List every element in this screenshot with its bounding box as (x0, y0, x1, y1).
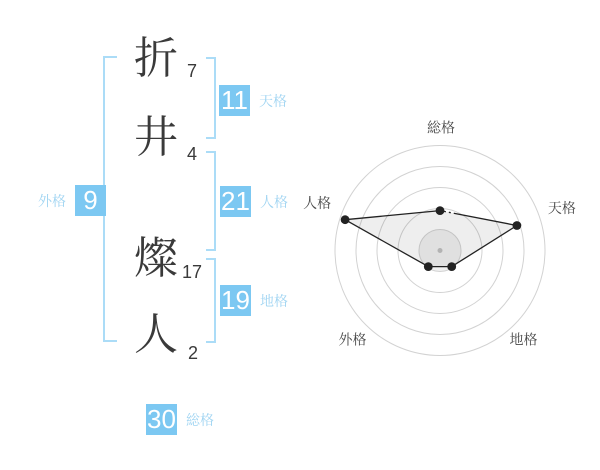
kanji-char-4: 人 (134, 310, 178, 359)
soukaku-badge-label: 総格 (186, 411, 214, 428)
tenkaku-badge (219, 85, 287, 116)
tenkaku-bracket (206, 57, 216, 139)
jinkaku-badge (220, 186, 288, 217)
kanji-char-1: 折 (134, 34, 178, 83)
data-point-0 (436, 206, 445, 215)
kanji-char-2: 井 (134, 113, 178, 162)
chikaku-bracket (206, 258, 216, 343)
soukaku-badge (146, 404, 214, 435)
gaikaku-badge (38, 185, 106, 216)
stroke-count-3: 17 (182, 262, 203, 282)
stroke-count-1: 7 (187, 61, 198, 81)
data-point-4 (341, 215, 350, 224)
gaikaku-badge-label: 外格 (38, 192, 66, 209)
axis-label-0: 総格 (427, 119, 455, 136)
axis-label-3: 外格 (338, 331, 367, 348)
tenkaku-badge-label: 天格 (259, 92, 287, 109)
tenkaku-badge-value: 11 (221, 85, 248, 115)
axis-label-2: 地格 (509, 331, 538, 348)
data-point-3 (424, 262, 433, 271)
jinkaku-bracket (206, 151, 216, 251)
data-point-2 (447, 262, 456, 271)
axis-label-1: 天格 (547, 199, 576, 216)
kanji-char-3: 燦 (134, 234, 178, 283)
chikaku-badge (220, 285, 288, 316)
soukaku-badge-value: 30 (147, 404, 176, 434)
data-point-1 (513, 221, 522, 230)
jinkaku-badge-value: 21 (221, 186, 250, 216)
data-polygon-fill (345, 211, 517, 267)
stroke-count-4: 2 (188, 343, 199, 363)
chikaku-badge-value: 19 (221, 285, 250, 315)
chikaku-badge-label: 地格 (260, 292, 288, 309)
jinkaku-badge-label: 人格 (260, 193, 288, 210)
axis-label-4: 人格 (303, 194, 332, 211)
gaikaku-badge-value: 9 (75, 185, 106, 216)
stroke-count-2: 4 (187, 144, 198, 164)
radar-chart (295, 95, 595, 380)
